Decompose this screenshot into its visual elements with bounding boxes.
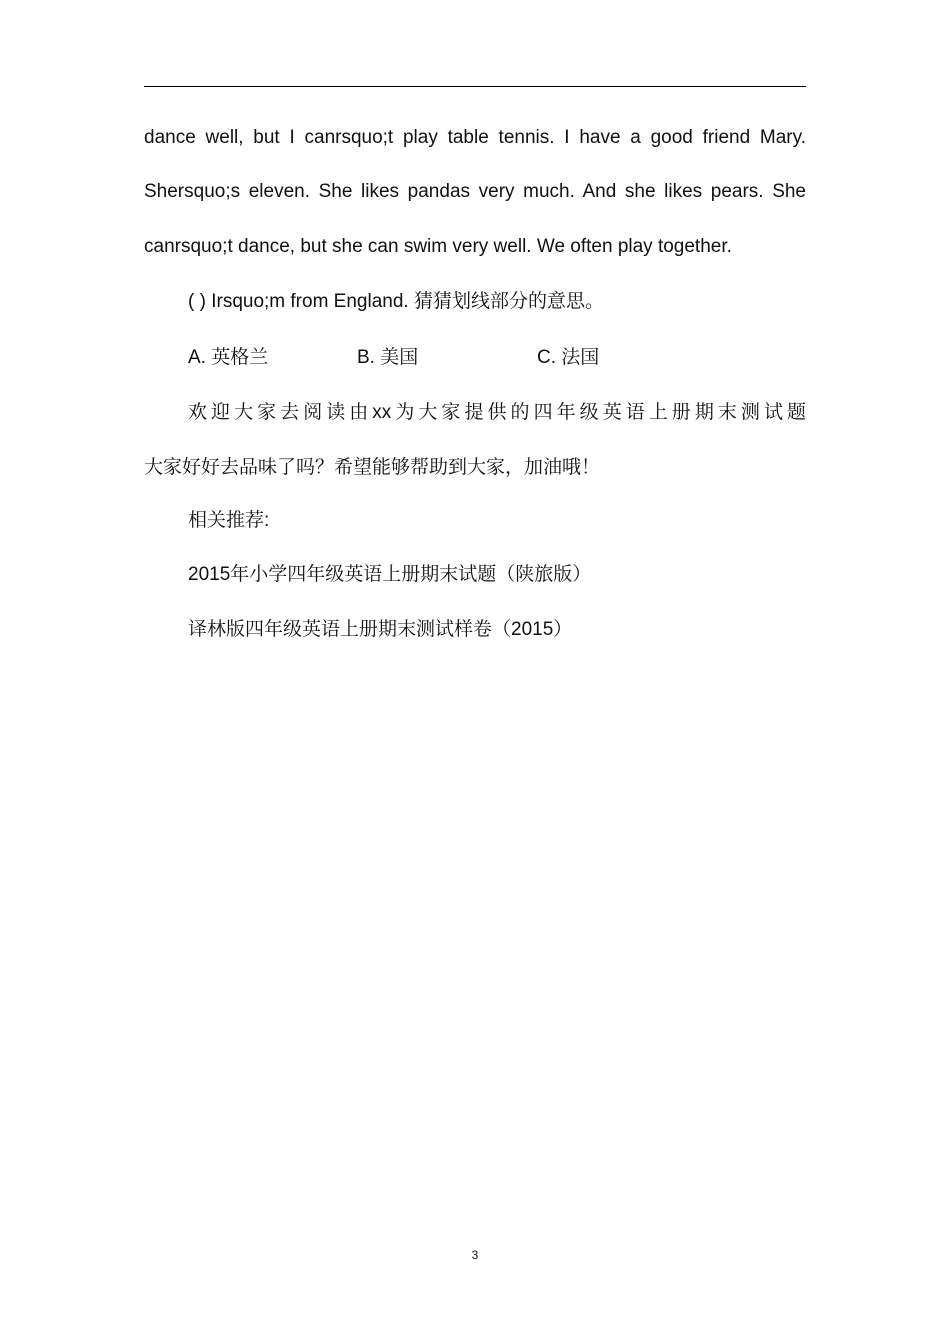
related-link-1[interactable]: 2015年小学四年级英语上册期末试题（陕旅版） — [188, 564, 592, 585]
related-heading: 相关推荐: — [188, 510, 270, 531]
related-link-2[interactable]: 译林版四年级英语上册期末测试样卷（2015） — [188, 619, 573, 640]
closing-line-1: 欢迎大家去阅读由xx为大家提供的四年级英语上册期末测试题 — [188, 402, 806, 423]
body-line-1: dance well, but I canrsquo;t play table tennis. I have a good friend Mary. — [144, 127, 806, 148]
option-b: B. 美国 — [357, 347, 419, 368]
body-line-2: Shersquo;s eleven. She likes pandas very much. And she likes pears. She — [144, 181, 806, 202]
closing-line-2: 大家好好去品味了吗？希望能够帮助到大家，加油哦！ — [144, 457, 601, 478]
option-a: A. 英格兰 — [188, 347, 269, 368]
header-rule — [144, 86, 806, 87]
question-text: ( ) Irsquo;m from England. 猜猜划线部分的意思。 — [188, 291, 604, 312]
option-c: C. 法国 — [537, 347, 600, 368]
page-number: 3 — [471, 1248, 479, 1262]
body-line-3: canrsquo;t dance, but she can swim very well. We often play together. — [144, 236, 732, 257]
